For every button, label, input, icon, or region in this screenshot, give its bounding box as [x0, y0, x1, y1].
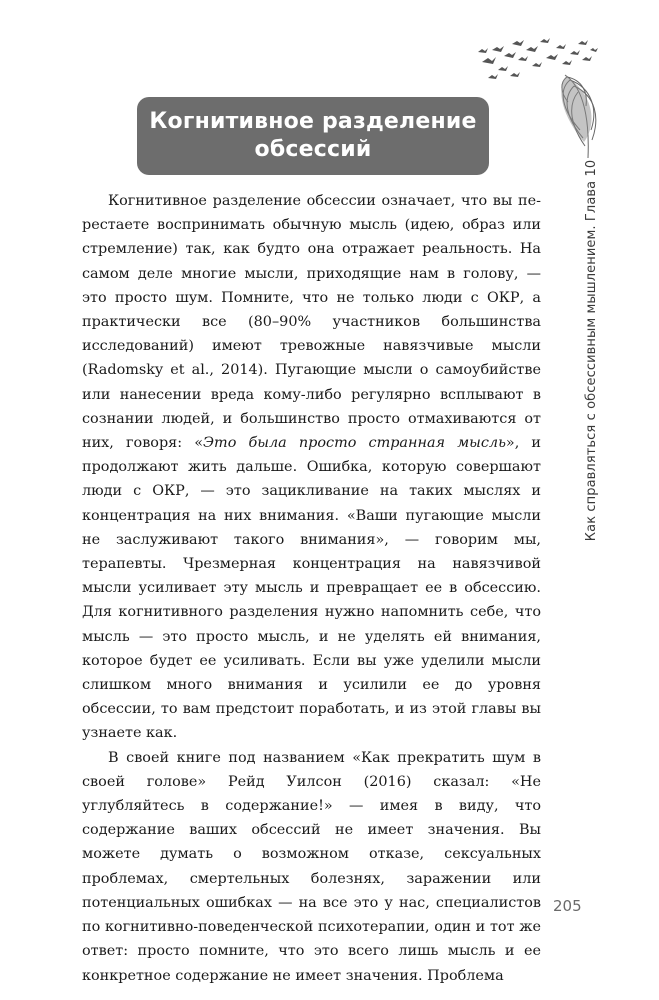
paragraph-1: [82, 189, 541, 746]
paragraph-2: В своей книге под названием «Как прекратить шум в своей голове» Рейд Уилсон (2016) сказал: «Не углубляйтесь в содержание!» — имея в виду, что содержание ваших обсессий не имеет значения. Вы можете думать о возможном отказе, сексуальных проблемах, смертельных болезнях, заражении или потенциальных ошибках — на все это у нас, специалистов по когнитивно-поведенческой психотерапии, один и тот же ответ: просто помните, что это всего лишь мысль и ее конкретное содержание не имеет значения. Проблема: [82, 749, 541, 984]
paragraph-1-part-a: Когнитивное разделение обсессии означает, что вы перестаете воспринимать обычную мысль (идею, образ или стремление) так, как будто она отражает реальность. На самом деле многие мысли, приходящие нам в голову, — это просто шум. Помните, что не только люди с ОКР, а практически все (80–90% участников большинства исследований) имеют тревожные навязчивые мысли (Radomsky et al., 2014). Пугающие мысли о самоубийстве или нанесении вреда кому-либо регулярно всплывают в сознании людей, и большинство просто отмахиваются от них, говоря: «: [82, 193, 541, 452]
section-title-box: [137, 97, 489, 175]
chapter-side-label: [577, 140, 607, 560]
paragraph-1-italic-quote: Это была просто странная мысль: [203, 435, 506, 452]
body-text: [82, 189, 541, 988]
paragraph-1-part-b: », и продолжают жить дальше. Ошибка, которую совершают люди с ОКР, — это зацикливание на таких мыслях и концентрация на них внимания. «Ваши пугающие мысли не заслуживают такого внимания», — говорим мы, терапевты. Чрезмерная концентрация на навязчивой мысли усиливает эту мысль и превращает ее в обсессию. Для когнитивного разделения нужно напомнить себе, что мысль — это просто мысль, и не уделять ей внимания, которое будет ее усиливать. Если вы уже уделили мысли слишком много внимания и усилили ее до уровня обсессии, то вам предстоит поработать, и из этой главы вы узнаете как.: [82, 435, 542, 742]
page-number: 205: [553, 897, 582, 915]
section-title-line2: обсессий: [254, 137, 372, 162]
section-title: [149, 108, 476, 164]
chapter-side-label-text: Как справляться с обсессивным мышлением. Глава 10: [584, 159, 600, 541]
section-title-line1: Когнитивное разделение: [149, 109, 477, 134]
